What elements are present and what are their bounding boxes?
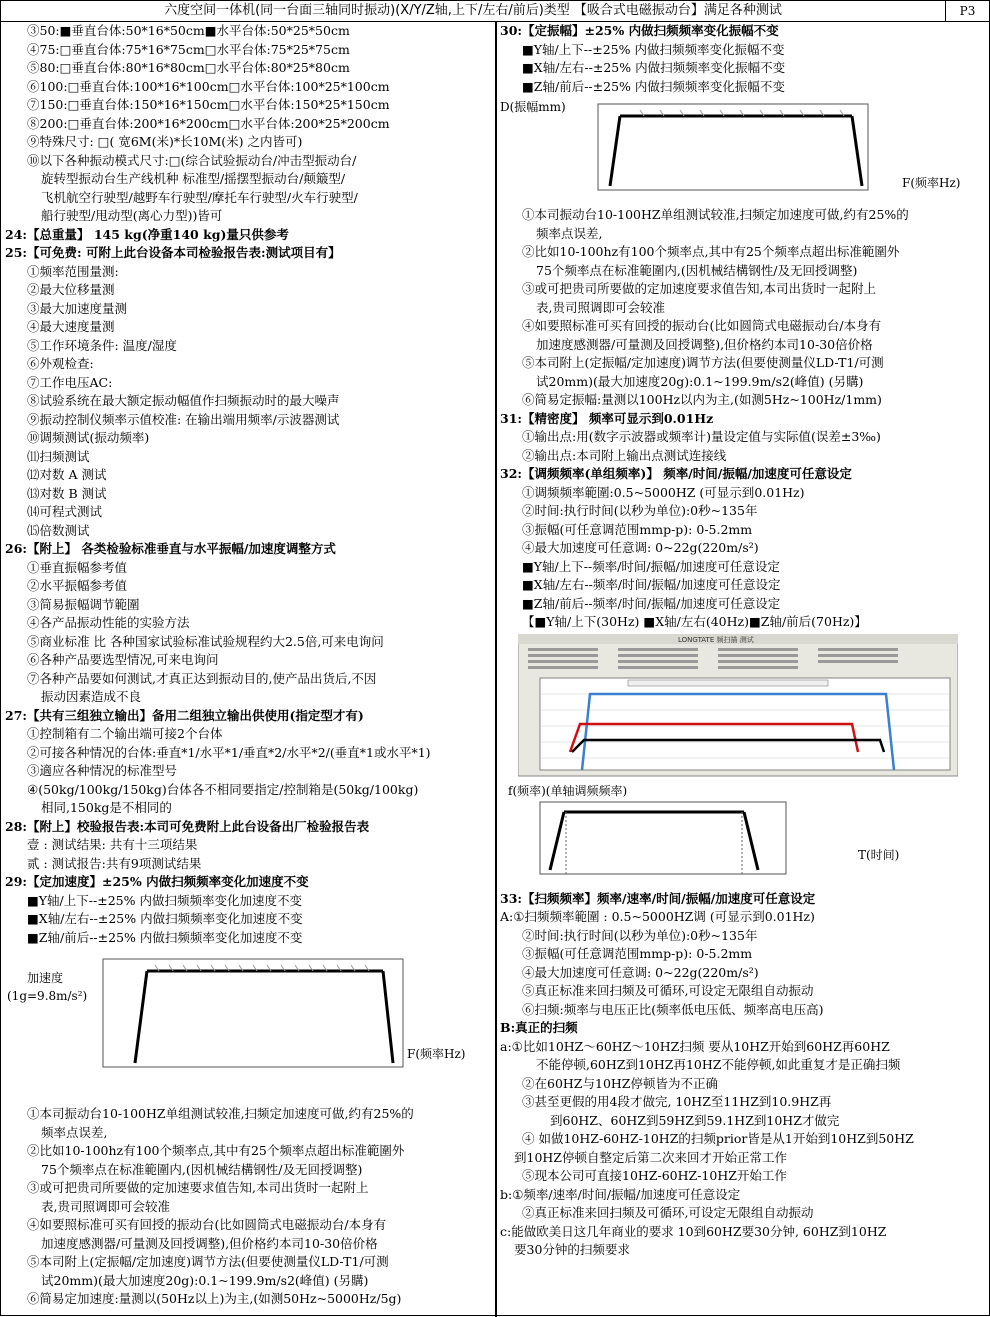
precision-item: ①输出点:用(数字示波器或频率计)量设定值与实际值(误差±3‰) bbox=[522, 429, 881, 444]
true-sweep-item-cont: 到60HZ、60HZ到59HZ到59.1HZ到10HZ才做完 bbox=[550, 1112, 840, 1128]
note-item-cont: 频率点误差, bbox=[41, 1124, 108, 1140]
size-item: ⑩以下各种振动模式尺寸:□(综合试验振动台/冲击型振动台/ bbox=[27, 152, 357, 168]
note-item-cont: 75个频率点在标准範圍内,(因机械结構钢性/及无回授调整) bbox=[41, 1161, 363, 1177]
section-32-heading: 32:【调频频率(单组频率)】 频率/时间/振幅/加速度可任意设定 bbox=[500, 466, 852, 481]
rise-edge bbox=[610, 116, 620, 186]
figure-x-label: F(频率Hz) bbox=[902, 176, 961, 190]
true-sweep-item: ②真正标准来回扫频及可循环,可设定无限组自动振动 bbox=[522, 1205, 814, 1220]
sweep-item: ②时间:执行时间(以秒为单位):0秒~135年 bbox=[522, 927, 758, 943]
freq-item: ③振幅(可任意调范围mmp-p): 0-5.2mm bbox=[522, 521, 753, 537]
note-item: ①本司振动台10-100HZ单组测试较准,扫频定加速度可做,约有25%的 bbox=[27, 1106, 414, 1121]
standard-item: ⑥各种产品要选型情况,可来电询问 bbox=[27, 652, 219, 667]
true-sweep-item: b:①频率/速率/时间/振幅/加速度可任意设定 bbox=[500, 1186, 741, 1202]
test-item: ⑨振动控制仪频率示值校准: 在输出端用频率/示波器测试 bbox=[27, 411, 340, 427]
figure-frame bbox=[103, 959, 403, 1067]
note-item: ⑥简易定加速度:量测以(50Hz以上)为主,(如测50Hz~5000Hz/5g) bbox=[27, 1291, 402, 1306]
axis-item: ■Z轴/前后--±25% 内做扫频频率变化振幅不变 bbox=[522, 78, 785, 94]
section-28-heading: 28:【附上】校验报告表:本司可免费附上此台设备出厂检验报告表 bbox=[5, 818, 370, 834]
freq-axis-item: ■X轴/左右--频率/时间/振幅/加速度可任意设定 bbox=[522, 577, 781, 592]
size-item: ⑨特殊尺寸: □( 宽6M(米)*长10M(米) 之内皆可) bbox=[27, 134, 303, 149]
document-title: 六度空间一体机(同一台面三轴同时振动)(X/Y/Z轴,上下/左右/前后)类型 【吸合式电磁振动台】满足各种测试 bbox=[1, 1, 946, 21]
test-item: ⑥外观检查: bbox=[27, 356, 94, 371]
axis-item: ■Z轴/前后--±25% 内做扫频频率变化加速度不变 bbox=[27, 929, 303, 945]
note-item: ③或可把贵司所要做的定加速要求值告知,本司出货时一起附上 bbox=[27, 1180, 369, 1195]
note-item-cont: 试20mm)(最大加速度20g):0.1~199.9m/s2(峰值) (另購) bbox=[41, 1272, 369, 1288]
standard-item: ①垂直振幅参考值 bbox=[27, 559, 128, 575]
freq-axis-summary: 【■Y轴/上下(30Hz) ■X轴/左右(40Hz)■Z轴/前后(70Hz)】 bbox=[522, 614, 867, 629]
true-sweep-item-cont: 要30分钟的扫频要求 bbox=[514, 1242, 630, 1257]
note-item: ②比如10-100hz有100个频率点,其中有25个频率点超出标准範圍外 bbox=[522, 244, 900, 259]
standard-item: ④各产品振动性能的实验方法 bbox=[27, 615, 190, 630]
standard-item: ⑤商业标准 比 各种国家试验标准试验规程约大2.5倍,可来电询问 bbox=[27, 633, 384, 649]
size-item: ③50:■垂直台体:50*16*50cm■水平台体:50*25*50cm bbox=[27, 23, 350, 38]
header-bar bbox=[1, 1, 989, 22]
note-item-cont: 75个频率点在标准範圍内,(因机械结構钢性/及无回授调整) bbox=[536, 262, 858, 278]
freq-axis-item: ■Z轴/前后--频率/时间/振幅/加速度可任意设定 bbox=[522, 595, 781, 611]
note-item: ⑥简易定振幅:量测以100Hz以内为主,(如测5Hz~100Hz/1mm) bbox=[522, 392, 882, 407]
freq-axis-item: ■Y轴/上下--频率/时间/振幅/加速度可任意设定 bbox=[522, 558, 780, 574]
section-24-heading: 24:【总重量】 145 kg(净重140 kg)量只供参考 bbox=[5, 226, 289, 242]
rise-edge bbox=[550, 812, 564, 870]
test-screenshot-figure bbox=[500, 632, 986, 778]
standard-item: ⑦各种产品要如何测试,才真正达到振动目的,使产品出货后,不因 bbox=[27, 670, 377, 686]
output-item: ①控制箱有二个输出端可接2个台体 bbox=[27, 726, 223, 741]
true-sweep-item-cont: 到10HZ停顿自整定后第二次来回才开始正常工作 bbox=[514, 1149, 787, 1165]
standard-item: ②水平振幅参考值 bbox=[27, 578, 128, 593]
precision-item: ②输出点:本司附上输出点测试连接线 bbox=[522, 447, 727, 463]
size-item-cont: 飞机航空行驶型/越野车行驶型/摩托车行驶型/火车行驶型/ bbox=[41, 189, 358, 205]
note-item-cont: 表,贵司照调即可会较准 bbox=[536, 299, 665, 315]
size-item-cont: 旋转型振动台生产线机种 标准型/摇摆型振动台/颠簸型/ bbox=[41, 171, 346, 186]
output-item: ②可接各种情况的台体:垂直*1/水平*1/垂直*2/水平*2/(垂直*1或水平*1) bbox=[27, 744, 431, 760]
report-item: 贰 : 测试报告:共有9项测试结果 bbox=[27, 855, 202, 871]
size-item-cont: 船行驶型/甩动型(离心力型))皆可 bbox=[41, 208, 223, 223]
freq-item: ①调频频率範圍:0.5~5000HZ (可显示到0.01Hz) bbox=[522, 484, 805, 500]
section-27-heading: 27:【共有三组独立输出】备用二组独立输出供使用(指定型才有) bbox=[5, 707, 364, 723]
note-item: ①本司振动台10-100HZ单组测试较准,扫频定加速度可做,约有25%的 bbox=[522, 207, 909, 222]
frequency-time-figure bbox=[500, 778, 986, 890]
note-item-cont: 试20mm)(最大加速度20g):0.1~199.9m/s2(峰值) (另購) bbox=[536, 373, 864, 389]
section-25-heading: 25:【可免费: 可附上此台设备本司检验报告表:测试项目有】 bbox=[5, 245, 341, 260]
amplitude-figure bbox=[500, 96, 986, 206]
freq-item: ②时间:执行时间(以秒为单位):0秒~135年 bbox=[522, 503, 758, 518]
size-item: ④75:□垂直台体:75*16*75cm□水平台体:75*25*75cm bbox=[27, 41, 350, 57]
section-33-heading: 33:【扫频频率】频率/速率/时间/振幅/加速度可任意设定 bbox=[500, 890, 816, 906]
figure-y-label: 加速度 bbox=[27, 971, 64, 985]
true-sweep-item: ②在60HZ与10HZ停顿皆为不正确 bbox=[522, 1075, 718, 1091]
report-item: 壹 : 测试结果: 共有十三项结果 bbox=[27, 837, 198, 852]
section-29-heading: 29:【定加速度】±25% 内做扫频频率变化加速度不变 bbox=[5, 874, 309, 889]
sweep-item: ⑤真正标准来回扫频及可循环,可设定无限组自动振动 bbox=[522, 983, 814, 998]
note-item: ②比如10-100hz有100个频率点,其中有25个频率点超出标准範圍外 bbox=[27, 1143, 405, 1158]
output-item-cont: 相同,150kg是不相同的 bbox=[41, 800, 172, 815]
figure-y-label: f(频率)(单轴调频频率) bbox=[508, 783, 628, 798]
amplitude-figure-drawing bbox=[570, 100, 890, 200]
column-divider bbox=[495, 21, 497, 1317]
test-item: ⑿对数 A 测试 bbox=[27, 467, 107, 482]
size-item: ⑧200:□垂直台体:200*16*200cm□水平台体:200*25*200cm bbox=[27, 115, 390, 131]
true-sweep-item: a:①比如10HZ～60HZ～10HZ扫频 要从10HZ开始到60HZ再60HZ bbox=[500, 1038, 890, 1054]
note-item: ④如要照标准可买有回授的振动台(比如圆筒式电磁振动台/本身有 bbox=[522, 318, 882, 333]
test-item: ②最大位移量测 bbox=[27, 282, 115, 297]
test-item: ⒂倍数测试 bbox=[27, 522, 90, 538]
left-column bbox=[5, 22, 493, 1309]
note-item-cont: 频率点误差, bbox=[536, 225, 603, 241]
note-item-cont: 加速度感测器/可量测及回授调整),但价格约本司10-30倍价格 bbox=[41, 1235, 378, 1251]
figure-x-label: T(时间) bbox=[858, 847, 900, 862]
test-item: ⑤工作环境条件: 温度/湿度 bbox=[27, 337, 177, 353]
test-item: ⑧试验系统在最大额定振动幅值作扫频振动时的最大噪声 bbox=[27, 393, 340, 408]
sweep-item: A:①扫频频率範圍 : 0.5~5000HZ调 (可显示到0.01Hz) bbox=[500, 909, 815, 924]
size-item: ⑤80:□垂直台体:80*16*80cm□水平台体:80*25*80cm bbox=[27, 60, 350, 75]
note-item: ⑤本司附上(定振幅/定加速度)调节方法(但要使测量仪LD-T1/可测 bbox=[27, 1254, 389, 1269]
fall-edge bbox=[852, 116, 862, 186]
size-item: ⑦150:□垂直台体:150*16*150cm□水平台体:150*25*150cm bbox=[27, 97, 390, 112]
test-item: ⒁可程式测试 bbox=[27, 504, 103, 519]
test-item: ④最大速度量测 bbox=[27, 319, 115, 334]
frequency-time-drawing bbox=[536, 794, 796, 884]
test-item: ⑩调频测试(振动频率) bbox=[27, 430, 150, 445]
axis-item: ■Y轴/上下--±25% 内做扫频频率变化加速度不变 bbox=[27, 892, 302, 908]
true-sweep-item: ④ 如做10HZ-60HZ-10HZ的扫频prior皆是从1开始到10HZ到50HZ bbox=[522, 1131, 914, 1146]
figure-y-unit: (1g=9.8m/s²) bbox=[7, 989, 88, 1003]
output-item: ④(50kg/100kg/150kg)台体各不相同要指定/控制箱是(50kg/100kg) bbox=[27, 781, 419, 797]
sweep-item: ⑥扫频:频率与电压正比(频率低电压低、频率高电压高) bbox=[522, 1001, 824, 1017]
test-item: ⑦工作电压AC: bbox=[27, 374, 113, 390]
page-number: P3 bbox=[959, 4, 976, 18]
note-item-cont: 表,贵司照调即可会较准 bbox=[41, 1198, 170, 1214]
test-screenshot-drawing bbox=[518, 634, 958, 778]
axis-item: ■X轴/左右--±25% 内做扫频频率变化加速度不变 bbox=[27, 911, 303, 926]
sweep-item: ③振幅(可任意调范围mmp-p): 0-5.2mm bbox=[522, 946, 753, 961]
freq-item: ④最大加速度可任意调: 0~22g(220m/s²) bbox=[522, 540, 759, 555]
section-31-heading: 31:【精密度】 频率可显示到0.01Hz bbox=[500, 410, 714, 426]
sweep-item: ④最大加速度可任意调: 0~22g(220m/s²) bbox=[522, 964, 759, 980]
test-item: ①频率范围量测: bbox=[27, 263, 119, 279]
rise-edge bbox=[135, 971, 147, 1063]
acceleration-figure bbox=[5, 947, 493, 1105]
test-item: ⑾扫频测试 bbox=[27, 448, 90, 464]
right-column bbox=[500, 22, 986, 1260]
output-item: ③適应各种情况的标准型号 bbox=[27, 763, 178, 778]
standard-item-cont: 振动因素造成不良 bbox=[41, 689, 142, 704]
section-b-heading: B:真正的扫频 bbox=[500, 1020, 578, 1035]
acceleration-figure-drawing bbox=[95, 957, 495, 1077]
true-sweep-item: c:能做欧美日这几年商业的要求 10到60HZ要30分钟, 60HZ到10HZ bbox=[500, 1223, 887, 1239]
axis-item: ■Y轴/上下--±25% 内做扫频频率变化振幅不变 bbox=[522, 41, 785, 57]
figure-x-label: F(频率Hz) bbox=[407, 1047, 466, 1061]
screen-title: LONGTATE 频扫描 测试 bbox=[678, 635, 754, 644]
size-item: ⑥100:□垂直台体:100*16*100cm□水平台体:100*25*100cm bbox=[27, 78, 390, 94]
fall-edge bbox=[744, 812, 758, 870]
figure-y-label: D(振幅mm) bbox=[500, 100, 566, 114]
screen-legend bbox=[628, 680, 828, 686]
note-item: ⑤本司附上(定振幅/定加速度)调节方法(但要使测量仪LD-T1/可测 bbox=[522, 355, 884, 370]
section-26-heading: 26:【附上】 各类检验标准垂直与水平振幅/加速度调整方式 bbox=[5, 541, 336, 556]
axis-item: ■X轴/左右--±25% 内做扫频频率变化振幅不变 bbox=[522, 60, 786, 75]
true-sweep-item-cont: 不能停顿,60HZ到10HZ再10HZ不能停顿,如此重复才是正确扫频 bbox=[536, 1057, 901, 1072]
section-30-heading: 30:【定振幅】±25% 内做扫频频率变化振幅不变 bbox=[500, 23, 779, 38]
fall-edge bbox=[383, 971, 393, 1063]
note-item-cont: 加速度感测器/可量测及回授调整),但价格约本司10-30倍价格 bbox=[536, 336, 873, 352]
note-item: ③或可把贵司所要做的定加速度要求值告知,本司出货时一起附上 bbox=[522, 281, 876, 296]
standard-item: ③简易振幅调节範圍 bbox=[27, 596, 140, 612]
test-item: ⒀对数 B 测试 bbox=[27, 485, 107, 501]
test-item: ③最大加速度量测 bbox=[27, 300, 128, 316]
note-item: ④如要照标准可买有回授的振动台(比如圆筒式电磁振动台/本身有 bbox=[27, 1217, 387, 1232]
true-sweep-item: ③甚至更假的用4段才做完, 10HZ至11HZ到10.9HZ再 bbox=[522, 1094, 832, 1109]
true-sweep-item: ⑤现本公司可直接10HZ-60HZ-10HZ开始工作 bbox=[522, 1168, 787, 1183]
